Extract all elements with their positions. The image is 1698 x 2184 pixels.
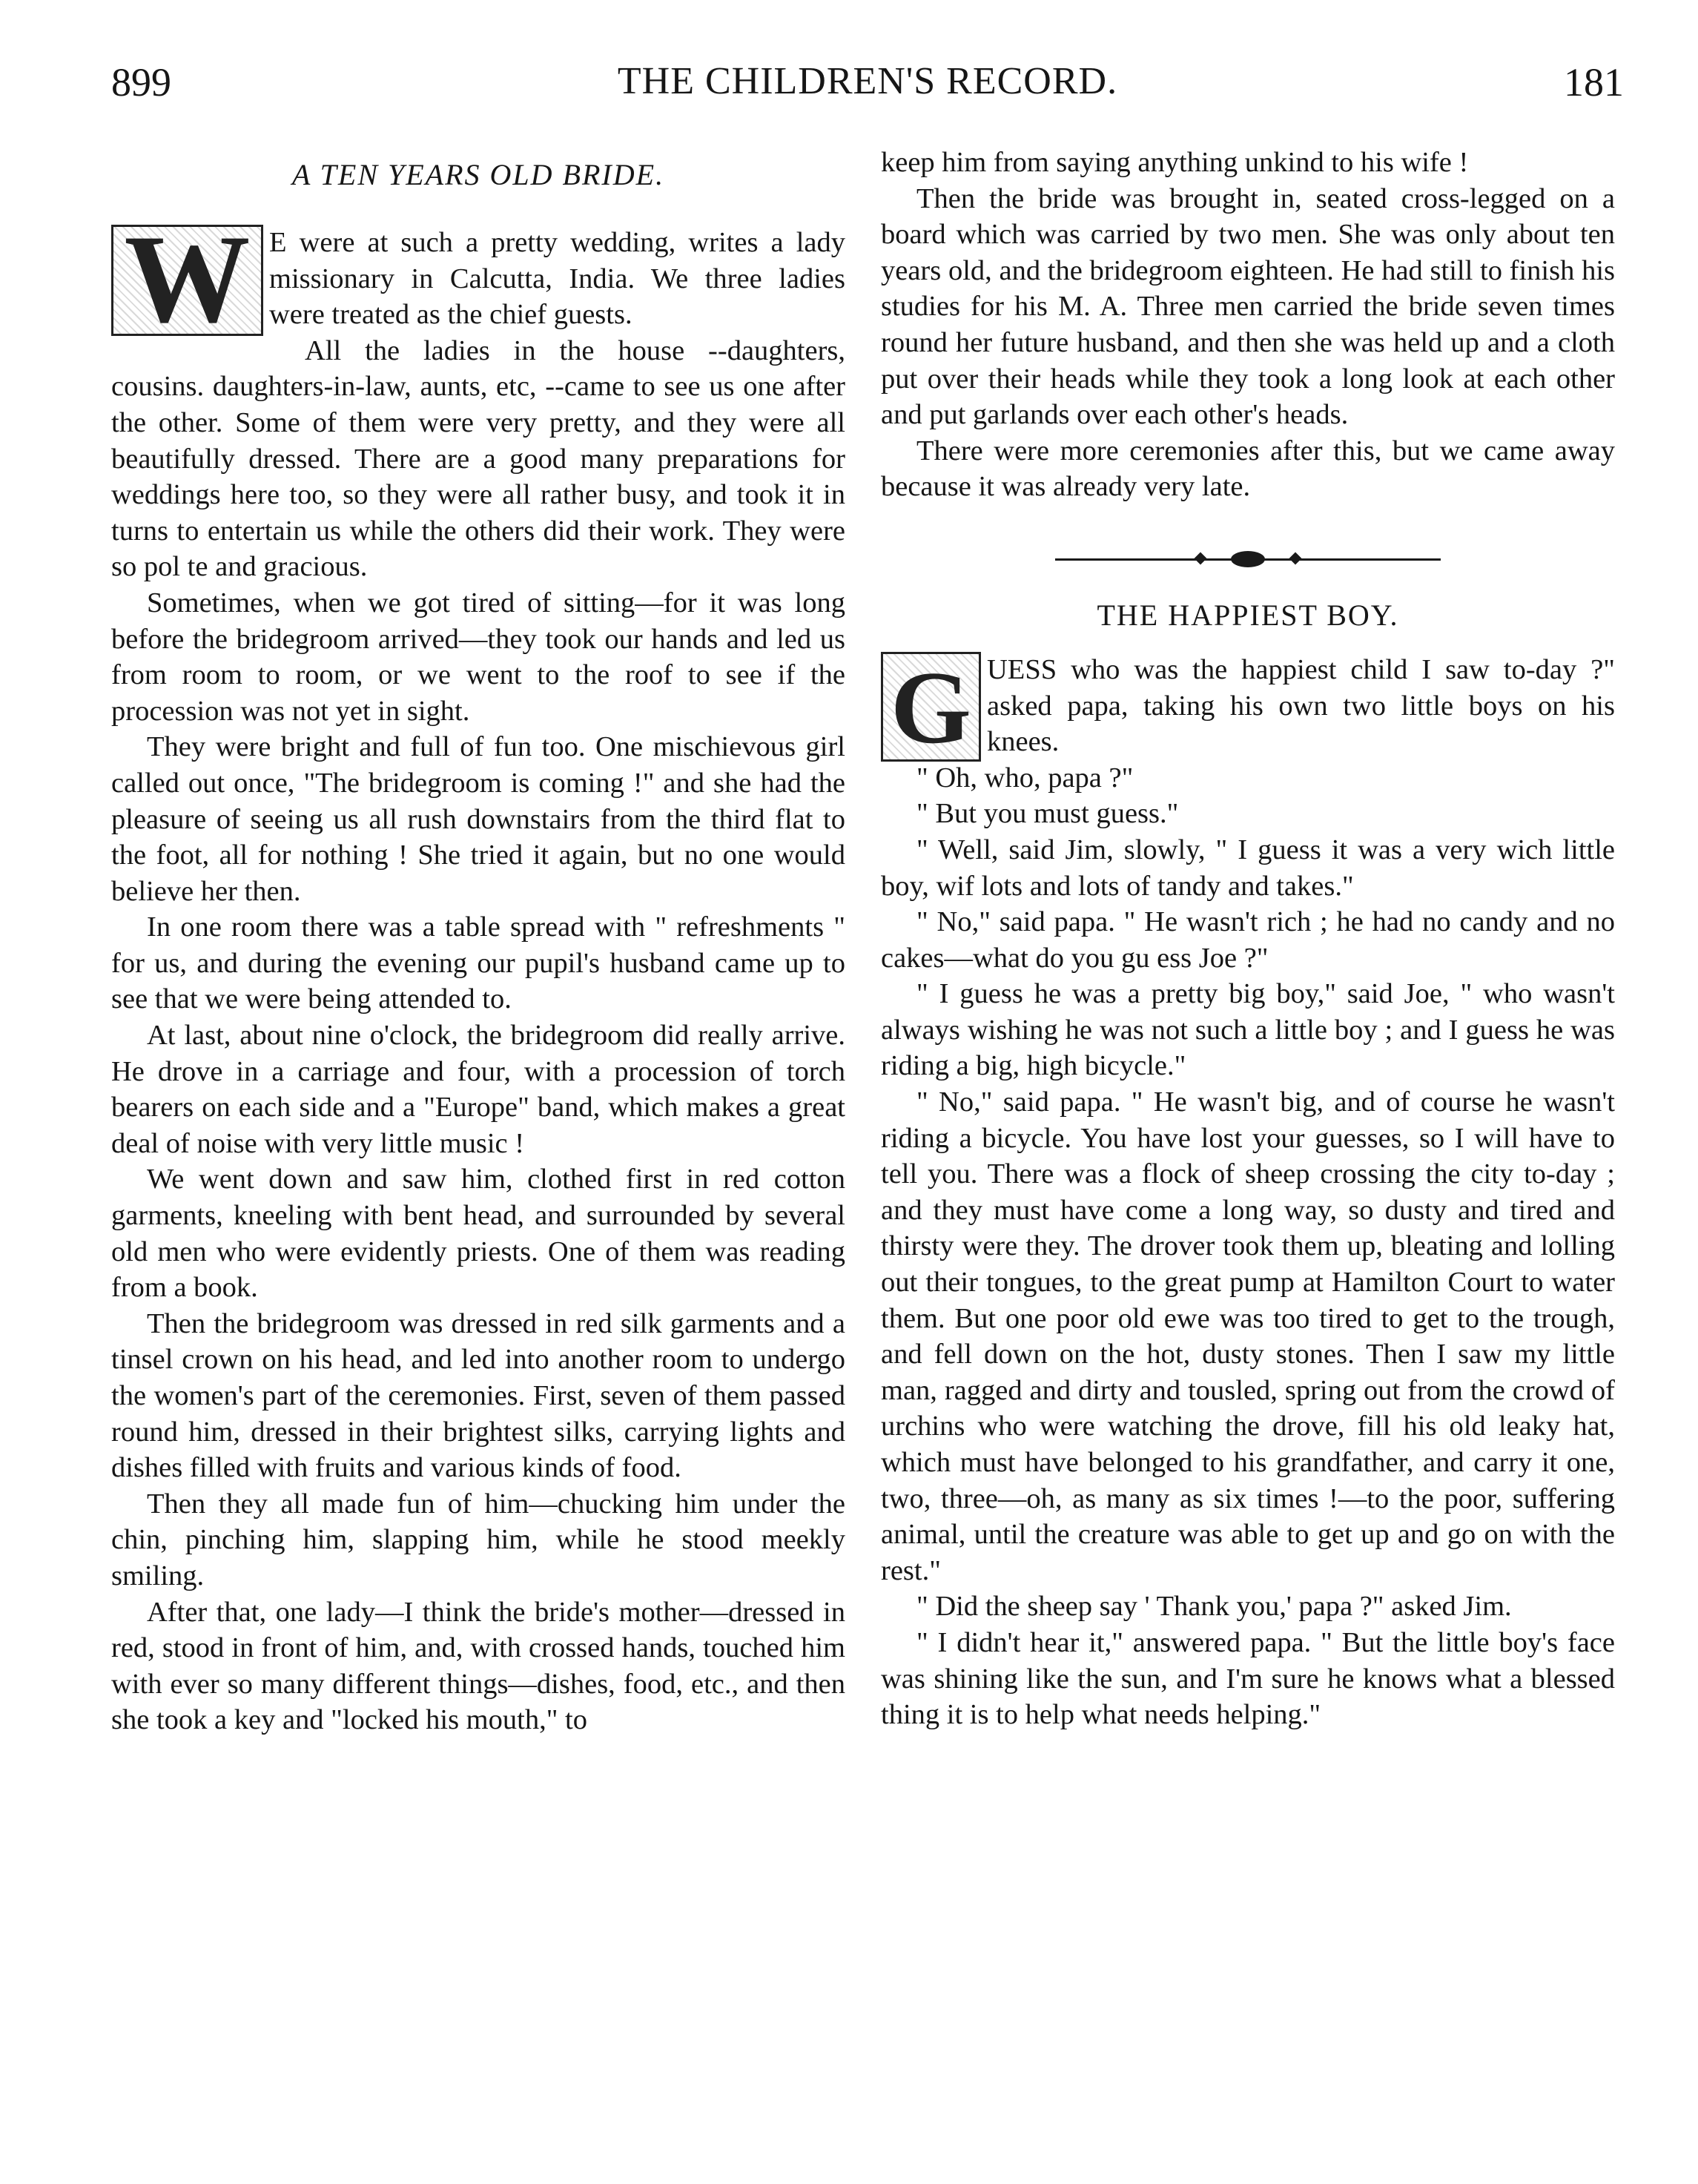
article-paragraph: " No," said papa. " He wasn't rich ; he had no candy and no cakes—what do you gu ess Joe ?"	[881, 906, 1615, 974]
magazine-title: THE CHILDREN'S RECORD.	[617, 60, 1118, 102]
article-paragraph: W E were at such a pretty wedding, writes a lady missionary in Calcutta, India. We three ladies were treated as the chief guests.	[111, 225, 845, 333]
article-paragraph: They were bright and full of fun too. One mischievous girl called out once, "The bridegroom is coming !" and she had the pleasure of seeing us all rush downstairs from the third flat to the foot, all for nothing ! She tried it again, but no one would believe her then.	[111, 731, 845, 907]
article-paragraph: There were more ceremonies after this, but we came away because it was already very late.	[881, 435, 1615, 503]
article-paragraph: Then they all made fun of him—chucking him under the chin, pinching him, slapping him, while he stood meekly smiling.	[111, 1488, 845, 1591]
drop-cap-w: W	[111, 225, 263, 336]
article-title-happiest-boy: THE HAPPIEST BOY.	[1097, 598, 1399, 632]
article-paragraph: Sometimes, when we got tired of sitting—for it was long before the bridegroom arrived—they took our hands and led us from room to room, or we went to the roof to see if the procession was not yet in sight.	[111, 587, 845, 727]
right-column	[881, 145, 1615, 1733]
article-paragraph: After that, one lady—I think the bride's mother—dressed in red, stood in front of him, and, with crossed hands, touched him with ever so many different things—dishes, food, etc., and then she took a key and "locked his mouth," to	[111, 1596, 845, 1736]
article-paragraph: GUESS who was the happiest child I saw to-day ?" asked papa, taking his own two little boys on his knees.	[881, 652, 1615, 760]
article-paragraph: " Did the sheep say ' Thank you,' papa ?" asked Jim.	[916, 1591, 1512, 1623]
page-number: 181	[1564, 60, 1624, 105]
article-paragraph: " Oh, who, papa ?"	[916, 762, 1134, 794]
page-header	[111, 59, 1624, 126]
ornamental-divider	[1055, 544, 1441, 575]
article-title-bride: A TEN YEARS OLD BRIDE.	[291, 158, 665, 191]
article-paragraph: " I guess he was a pretty big boy," said Joe, " who wasn't always wishing he was not such a little boy ; and I guess he was riding a big, high bicycle."	[881, 978, 1615, 1082]
article-paragraph: Then the bride was brought in, seated cross-legged on a board which was carried by two men. She was only about ten years old, and the bridegroom eighteen. He had still to finish his studies for his M. A. Three men carried the bride seven times round her future husband, and then she was held up and a cloth put over their heads while they took a long look at each other and put garlands over each other's heads.	[881, 182, 1615, 431]
article-paragraph: In one room there was a table spread with " refreshments " for us, and during the evening our pupil's husband came up to see that we were being attended to.	[111, 911, 845, 1015]
article-paragraph: Then the bridegroom was dressed in red silk garments and a tinsel crown on his head, and led into another room to undergo the women's part of the ceremonies. First, seven of them passed round him, dressed in their brightest silks, carrying lights and dishes filled with fruits and various kinds of food.	[111, 1307, 845, 1484]
drop-cap-g: G	[881, 652, 981, 762]
article-paragraph: keep him from saying anything unkind to his wife !	[881, 147, 1469, 178]
header-year: 899	[111, 60, 171, 105]
article-paragraph: " No," said papa. " He wasn't big, and of course he wasn't riding a bicycle. You have lost your guesses, so I will have to tell you. There was a flock of sheep crossing the city to-day ; and they must have come a long way, so dusty and tired and thirsty were they. The drover took them up, bleating and lolling out their tongues, to the great pump at Hamilton Court to water them. But one poor old ewe was too tired to get to the trough, and fell down on the hot, dusty stones. Then I saw my little man, ragged and dirty and tousled, spring out from the crowd of urchins who were watching the drove, fill his old leaky hat, which must have belonged to his grandfather, and carry it one, two, three—oh, as many as six times !—to the poor, suffering animal, until the creature was able to get up and go on with the rest."	[881, 1086, 1615, 1586]
article-paragraph: All the ladies in the house --daughters, cousins. daughters-in-law, aunts, etc, --came to see us one after the other. Some of them were very pretty, and they were all beautifully dressed. There are a good many preparations for weddings here too, so they were all rather busy, and took it in turns to entertain us while the others did their work. They were so pol te and gracious.	[111, 334, 845, 583]
article-paragraph: " I didn't hear it," answered papa. " But the little boy's face was shining like the sun, and I'm sure he knows what a blessed thing it is to help what needs helping."	[881, 1626, 1615, 1731]
left-column	[111, 145, 845, 1738]
article-paragraph: We went down and saw him, clothed first in red cotton garments, kneeling with bent head, and surrounded by several old men who were evidently priests. One of them was reading from a book.	[111, 1164, 845, 1304]
article-paragraph: At last, about nine o'clock, the bridegroom did really arrive. He drove in a carriage and four, with a procession of torch bearers on each side and a "Europe" band, which makes a great deal of noise with very little music !	[111, 1020, 845, 1159]
article-paragraph: " Well, said Jim, slowly, " I guess it was a very wich little boy, wif lots and lots of tandy and takes."	[881, 834, 1615, 902]
article-paragraph: " But you must guess."	[916, 798, 1179, 830]
